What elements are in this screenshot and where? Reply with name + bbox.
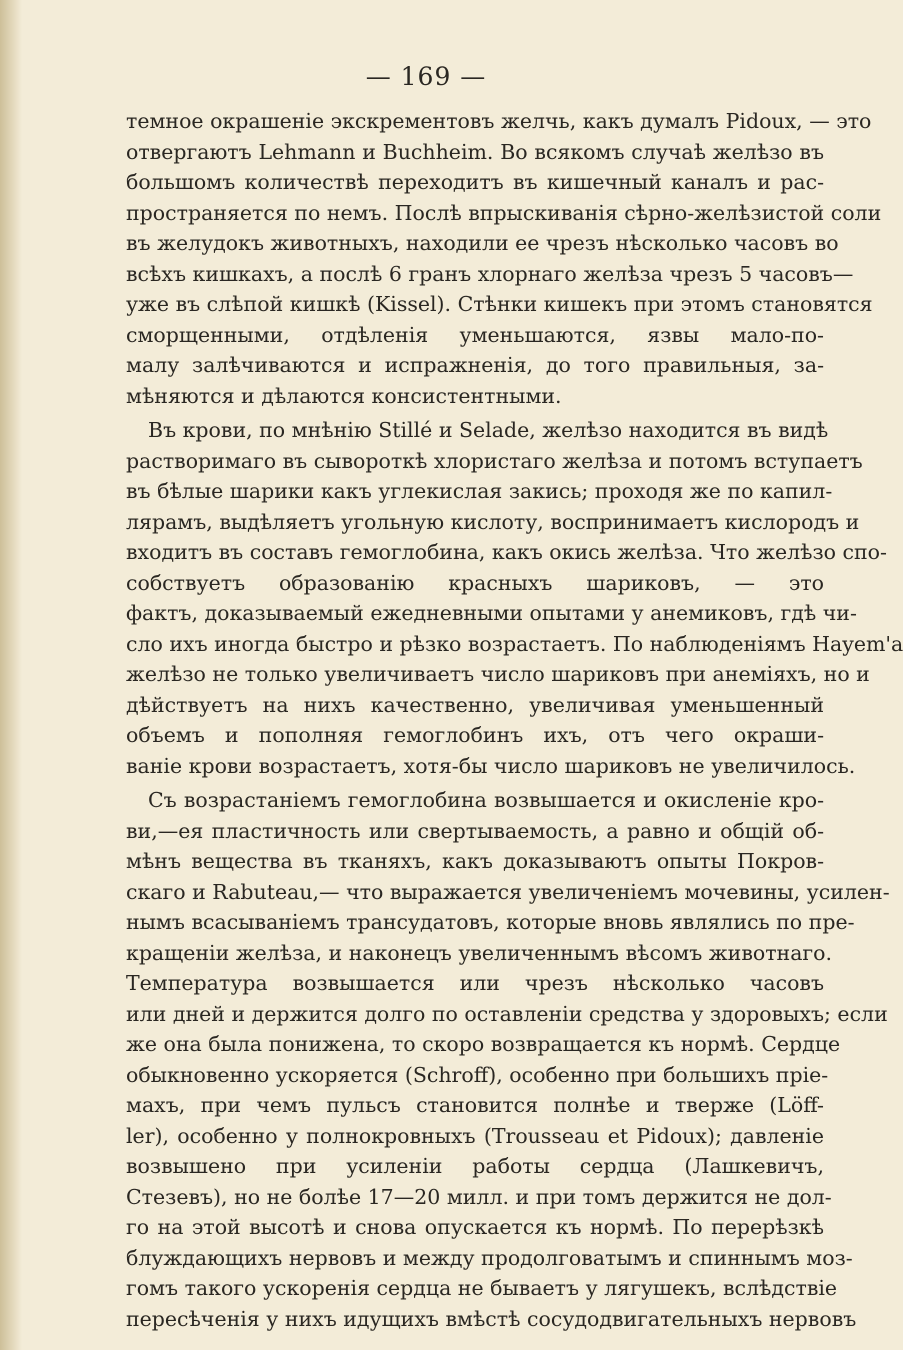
text-line: гомъ такого ускоренія сердца не бываетъ у лягушекъ, вслѣдствіе	[126, 1276, 838, 1300]
text-line: Съ возрастаніемъ гемоглобина возвышается и окисленіе кро-	[148, 788, 824, 812]
text-line: лярамъ, выдѣляетъ угольную кислоту, воспринимаетъ кислородъ и	[126, 509, 860, 534]
text-line: уже въ слѣпой кишкѣ (Kissel). Стѣнки кишекъ при этомъ становятся	[126, 292, 873, 316]
text-line: пространяется по немъ. Послѣ впрыскиванія сѣрно-желѣзистой соли	[126, 200, 882, 225]
text-line: нымъ всасываніемъ трансудатовъ, которые вновь являлись по пре-	[126, 910, 855, 934]
page-number: — 169 —	[365, 62, 487, 91]
text-line: мѣняются и дѣлаются консистентными.	[126, 383, 562, 408]
text-line: объемъ и пополняя гемоглобинъ ихъ, отъ чего окраши-	[126, 723, 824, 747]
text-line: темное окрашеніе экскрементовъ желчь, какъ думалъ Pidoux, — это	[126, 109, 872, 133]
text-line: собствуетъ образованію красныхъ шариковъ, — это	[126, 570, 824, 595]
text-line: го на этой высотѣ и снова опускается къ нормѣ. По перерѣзкѣ	[126, 1215, 824, 1239]
text-line: отвергаютъ Lehmann и Buchheim. Во всякомъ случаѣ желѣзо въ	[126, 139, 824, 164]
text-line: ваніе крови возрастаетъ, хотя-бы число шариковъ не увеличилось.	[126, 753, 856, 778]
text-line: сморщенными, отдѣленія уменьшаются, язвы мало-по-	[126, 322, 824, 347]
body-text	[126, 106, 903, 1334]
text-line: скаго и Rabuteau,— что выражается увеличеніемъ мочевины, усилен-	[126, 879, 890, 904]
text-line: махъ, при чемъ пульсъ становится полнѣе и тверже (Löff-	[126, 1093, 824, 1117]
text-line: возвышено при усиленіи работы сердца (Лашкевичъ,	[126, 1154, 824, 1178]
text-line: сло ихъ иногда быстро и рѣзко возрастаетъ. По наблюденіямъ Hayem'а	[126, 631, 903, 656]
text-line: малу залѣчиваются и испражненія, до того правильныя, за-	[126, 353, 824, 377]
text-line: Стезевъ), но не болѣе 17—20 милл. и при томъ держится не дол-	[126, 1184, 832, 1209]
text-line: или дней и держится долго по оставленіи средства у здоровыхъ; если	[126, 1001, 888, 1026]
text-line: большомъ количествѣ переходитъ въ кишечный каналъ и рас-	[126, 170, 824, 194]
text-line: растворимаго въ сывороткѣ хлористаго желѣза и потомъ вступаетъ	[126, 448, 863, 473]
text-line: обыкновенно ускоряется (Schroff), особенно при большихъ пріе-	[126, 1062, 829, 1087]
text-line: дѣйствуетъ на нихъ качественно, увеличивая уменьшенный	[126, 692, 824, 717]
text-line: въ бѣлые шарики какъ углекислая закись; проходя же по капил-	[126, 479, 833, 503]
text-line: желѣзо не только увеличиваетъ число шариковъ при анеміяхъ, но и	[126, 662, 870, 686]
text-line: блуждающихъ нервовъ и между продолговатымъ и спиннымъ моз-	[126, 1245, 853, 1270]
text-line: мѣнъ вещества въ тканяхъ, какъ доказываютъ опыты Покров-	[126, 849, 824, 873]
text-line: кращеніи желѣза, и наконецъ увеличеннымъ вѣсомъ животнаго.	[126, 940, 833, 965]
text-line: въ желудокъ животныхъ, находили ее чрезъ нѣсколько часовъ во	[126, 231, 839, 255]
text-line: фактъ, доказываемый ежедневными опытами у анемиковъ, гдѣ чи-	[126, 601, 857, 625]
text-line: Температура возвышается или чрезъ нѣсколько часовъ	[126, 971, 824, 995]
text-line: всѣхъ кишкахъ, а послѣ 6 гранъ хлорнаго желѣза чрезъ 5 часовъ—	[126, 261, 854, 286]
page-edge-shadow	[0, 0, 22, 1350]
text-line: же она была понижена, то скоро возвращается къ нормѣ. Сердце	[126, 1032, 841, 1056]
text-line: Въ крови, по мнѣнію Stillé и Selade, желѣзо находится въ видѣ	[148, 418, 829, 442]
text-line: входитъ въ составъ гемоглобина, какъ окись желѣза. Что желѣзо спо-	[126, 540, 887, 564]
text-line: ви,—ея пластичность или свертываемость, а равно и общій об-	[126, 818, 824, 843]
text-line: ler), особенно у полнокровныхъ (Trousseau et Pidoux); давленіе	[126, 1123, 824, 1148]
text-line: пересѣченія у нихъ идущихъ вмѣстѣ сосудодвигательныхъ нервовъ	[126, 1306, 857, 1331]
